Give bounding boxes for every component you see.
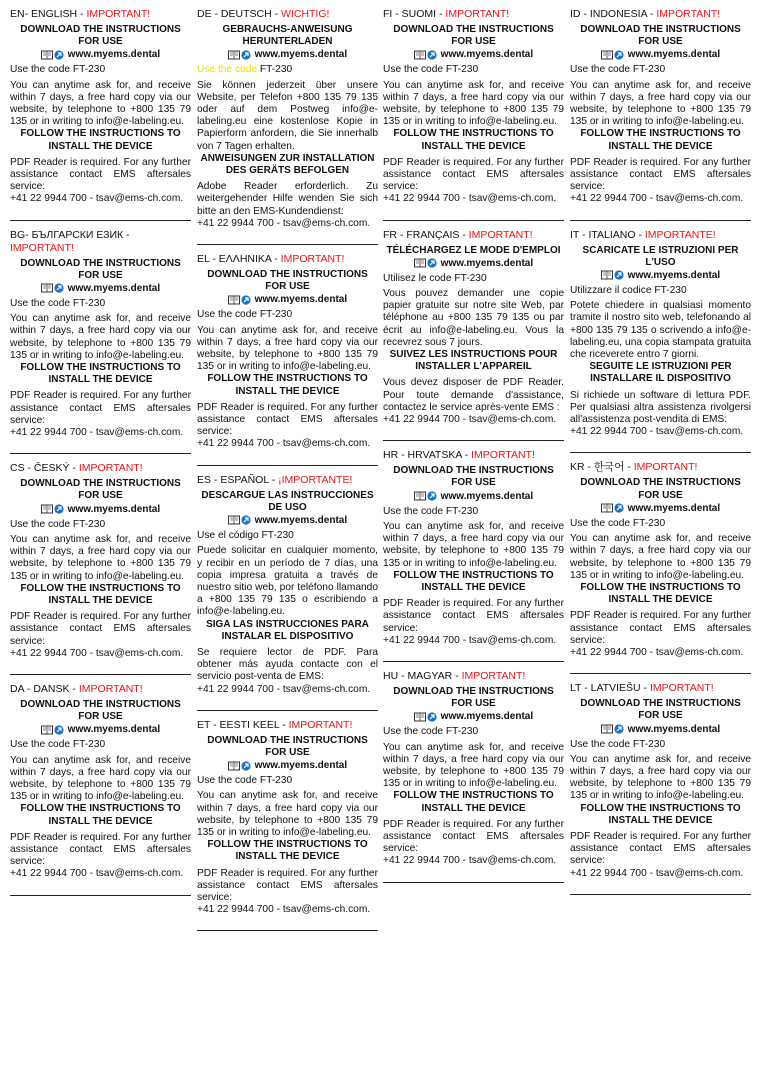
pdf-text: Si richiede un software di lettura PDF. Per qualsiasi altra assistenza rivolgersi all'assistenza post-vendita di EMS:: [570, 389, 751, 426]
body-text: Sie können jederzeit über unsere Website, per Telefon +800 135 79 135 oder auf dem Postweg info@e-labeling.eu eine kostenlose Kopie in Papierform anfordern, die Sie innerhalb von 7 Tagen erhalten.: [197, 79, 378, 152]
contact-line: +41 22 9944 700 - tsav@ems-ch.com.: [197, 217, 371, 229]
website-line[interactable]: www.myems.dental: [383, 710, 564, 723]
web-icon: [614, 503, 624, 513]
website-line[interactable]: www.myems.dental: [10, 723, 191, 736]
follow-title: SUIVEZ LES INSTRUCTIONS POUR INSTALLER L'APPAREIL: [389, 349, 558, 373]
download-title: DOWNLOAD THE INSTRUCTIONS FOR USE: [20, 257, 181, 281]
download-title: DOWNLOAD THE INSTRUCTIONS FOR USE: [393, 685, 554, 710]
code-line: Use el código FT-230: [197, 530, 294, 542]
web-icon: [241, 761, 251, 771]
web-icon: [54, 504, 64, 514]
contact-line: +41 22 9944 700 - tsav@ems-ch.com.: [383, 414, 557, 426]
section-en: [10, 8, 191, 221]
download-title: DOWNLOAD THE INSTRUCTIONS FOR USE: [580, 698, 741, 722]
section-el: [197, 253, 378, 466]
lang-header: FR - FRANÇAIS - IMPORTANT!: [383, 228, 533, 241]
download-title: DOWNLOAD THE INSTRUCTIONS FOR USE: [20, 24, 181, 48]
book-icon: [228, 515, 240, 525]
website-line[interactable]: www.myems.dental: [383, 48, 564, 61]
body-text: You can anytime ask for, and receive within 7 days, a free hard copy via our website, by telephone to +800 135 79 135 or in writing to info@e-labeling.eu.: [570, 533, 751, 581]
column-3: [383, 8, 564, 891]
body-text: You can anytime ask for, and receive within 7 days, a free hard copy via our website, by telephone to +800 135 79 135 or in writing to info@e-labeling.eu.: [383, 79, 564, 128]
website-line[interactable]: www.myems.dental: [10, 48, 191, 61]
column-2: [197, 8, 378, 939]
lang-header: CS - ČESKÝ - IMPORTANT!: [10, 462, 143, 475]
column-1: [10, 8, 191, 904]
section-kr: [570, 461, 751, 674]
pdf-text: PDF Reader is required. For any further assistance contact EMS aftersales service:: [570, 610, 751, 646]
follow-title: FOLLOW THE INSTRUCTIONS TO INSTALL THE DEVICE: [580, 581, 741, 606]
code-line: Use the code FT-230: [197, 775, 293, 787]
follow-title: FOLLOW THE INSTRUCTIONS TO INSTALL THE DEVICE: [580, 128, 741, 152]
follow-title: ANWEISUNGEN ZUR INSTALLATION DES GERÄTS BEFOLGEN: [200, 152, 375, 177]
web-icon: [241, 295, 251, 305]
section-lt: [570, 682, 751, 895]
web-icon: [54, 283, 64, 293]
book-icon: [601, 270, 613, 280]
download-title: DESCARGUE LAS INSTRUCCIONES DE USO: [201, 489, 374, 513]
web-icon: [614, 50, 624, 60]
pdf-text: PDF Reader is required. For any further assistance contact EMS aftersales service:: [383, 156, 564, 193]
follow-title: FOLLOW THE INSTRUCTIONS TO INSTALL THE DEVICE: [20, 803, 181, 827]
lang-header: KR - 한국어 - IMPORTANT!: [570, 461, 698, 474]
body-text: You can anytime ask for, and receive within 7 days, a free hard copy via our website, by telephone to +800 135 79 135 or in writing to info@e-labeling.eu.: [10, 754, 191, 803]
website-line[interactable]: www.myems.dental: [570, 48, 751, 61]
follow-title: FOLLOW THE INSTRUCTIONS TO INSTALL THE DEVICE: [20, 582, 181, 606]
contact-line: +41 22 9944 700 - tsav@ems-ch.com.: [383, 855, 557, 867]
follow-title: FOLLOW THE INSTRUCTIONS TO INSTALL THE DEVICE: [20, 362, 181, 386]
contact-line: +41 22 9944 700 - tsav@ems-ch.com.: [10, 193, 184, 205]
code-line: Use the code FT-230: [570, 738, 666, 750]
website-line[interactable]: www.myems.dental: [570, 502, 751, 515]
pdf-text: PDF Reader is required. For any further assistance contact EMS aftersales service:: [10, 831, 191, 868]
lang-header: DE - DEUTSCH - WICHTIG!: [197, 8, 330, 20]
book-icon: [414, 491, 426, 501]
website-line[interactable]: www.myems.dental: [570, 269, 751, 282]
column-4: [570, 8, 751, 903]
web-icon: [614, 724, 624, 734]
book-icon: [414, 50, 426, 60]
contact-line: +41 22 9944 700 - tsav@ems-ch.com.: [570, 426, 744, 438]
pdf-text: PDF Reader is required. For any further assistance contact EMS aftersales service:: [383, 818, 564, 855]
book-icon: [601, 503, 613, 513]
website-line[interactable]: www.myems.dental: [197, 48, 378, 61]
download-title: DOWNLOAD THE INSTRUCTIONS FOR USE: [20, 478, 181, 502]
lang-header: EN- ENGLISH - IMPORTANT!: [10, 8, 151, 20]
code-line: Use the code FT-230: [10, 739, 106, 751]
pdf-text: PDF Reader is required. For any further assistance contact EMS aftersales service:: [10, 390, 191, 426]
book-icon: [601, 50, 613, 60]
body-text: You can anytime ask for, and receive within 7 days, a free hard copy via our website, by telephone to +800 135 79 135 or in writing to info@e-labeling.eu.: [570, 79, 751, 128]
follow-title: FOLLOW THE INSTRUCTIONS TO INSTALL THE DEVICE: [20, 128, 181, 152]
contact-line: +41 22 9944 700 - tsav@ems-ch.com.: [383, 634, 557, 646]
book-icon: [41, 504, 53, 514]
download-title: DOWNLOAD THE INSTRUCTIONS FOR USE: [20, 698, 181, 723]
website-line[interactable]: www.myems.dental: [383, 257, 564, 270]
pdf-text: PDF Reader is required. For any further assistance contact EMS aftersales service:: [570, 156, 751, 193]
book-icon: [414, 258, 426, 268]
body-text: You can anytime ask for, and receive within 7 days, a free hard copy via our website, by telephone to +800 135 79 135 or in writing to info@e-labeling.eu.: [570, 753, 751, 802]
website-line[interactable]: www.myems.dental: [197, 293, 378, 306]
body-text: Puede solicitar en cualquier momento, y recibir en un período de 7 días, una copia impresa gratuita a través de nuestro sitio web, por teléfono llamando a +800 135 79 135 o escribiendo a info@e-labeling.eu.: [197, 545, 378, 618]
book-icon: [228, 761, 240, 771]
section-bg: [10, 229, 191, 455]
section-fi: [383, 8, 564, 221]
code-line: Use the code FT-230: [383, 64, 479, 76]
download-title: DOWNLOAD THE INSTRUCTIONS FOR USE: [580, 477, 741, 501]
website-line[interactable]: www.myems.dental: [570, 723, 751, 736]
lang-header: BG- БЪЛГАРСКИ ЕЗИК - IMPORTANT!: [10, 228, 130, 254]
follow-title: SIGA LAS INSTRUCCIONES PARA INSTALAR EL DISPOSITIVO: [206, 618, 369, 642]
web-icon: [427, 258, 437, 268]
book-icon: [228, 295, 240, 305]
website-line[interactable]: www.myems.dental: [197, 514, 378, 527]
pdf-text: PDF Reader is required. For any further assistance contact EMS aftersales service:: [10, 611, 191, 647]
lang-header: HU - MAGYAR - IMPORTANT!: [383, 669, 526, 682]
code-line: Use the code FT-230: [383, 726, 479, 738]
download-title: DOWNLOAD THE INSTRUCTIONS FOR USE: [207, 734, 368, 758]
body-text: You can anytime ask for, and receive within 7 days, a free hard copy via our website, by telephone to +800 135 79 135 or in writing to info@e-labeling.eu.: [10, 79, 191, 128]
contact-line: +41 22 9944 700 - tsav@ems-ch.com.: [197, 683, 371, 695]
code-line: Use the code FT-230: [570, 64, 666, 76]
code-line: Use the code FT-230: [10, 518, 106, 530]
download-title: DOWNLOAD THE INSTRUCTIONS FOR USE: [393, 465, 554, 489]
follow-title: FOLLOW THE INSTRUCTIONS TO INSTALL THE DEVICE: [393, 569, 554, 593]
section-et: [197, 719, 378, 932]
code-line: Use the code FT-230: [10, 64, 106, 76]
section-hr: [383, 449, 564, 662]
download-title: TÉLÉCHARGEZ LE MODE D'EMPLOI: [386, 244, 561, 256]
web-icon: [241, 515, 251, 525]
contact-line: +41 22 9944 700 - tsav@ems-ch.com.: [10, 647, 184, 659]
body-text: You can anytime ask for, and receive within 7 days, a free hard copy via our website, by telephone to +800 135 79 135 or in writing to info@e-labeling.eu.: [197, 324, 378, 373]
web-icon: [427, 491, 437, 501]
lang-header: ET - EESTI KEEL - IMPORTANT!: [197, 718, 353, 731]
book-icon: [41, 50, 53, 60]
lang-header: EL - ΕΛΛΗΝΙΚΑ - IMPORTANT!: [197, 253, 345, 266]
body-text: You can anytime ask for, and receive within 7 days, a free hard copy via our website, by telephone to +800 135 79 135 or in writing to info@e-labeling.eu.: [383, 520, 564, 569]
web-icon: [54, 725, 64, 735]
web-icon: [54, 50, 64, 60]
download-title: DOWNLOAD THE INSTRUCTIONS FOR USE: [580, 24, 741, 48]
website-line[interactable]: www.myems.dental: [10, 282, 191, 295]
follow-title: SEGUITE LE ISTRUZIONI PER INSTALLARE IL DISPOSITIVO: [589, 361, 732, 385]
lang-header: IT - ITALIANO - IMPORTANTE!: [570, 228, 716, 241]
section-es: [197, 474, 378, 711]
body-text: You can anytime ask for, and receive within 7 days, a free hard copy via our website, by telephone to +800 135 79 135 or in writing to info@e-labeling.eu.: [383, 741, 564, 790]
book-icon: [41, 283, 53, 293]
section-it: [570, 229, 751, 454]
contact-line: +41 22 9944 700 - tsav@ems-ch.com.: [10, 868, 184, 880]
book-icon: [41, 725, 53, 735]
pdf-text: PDF Reader is required. For any further assistance contact EMS aftersales service:: [197, 867, 378, 903]
web-icon: [614, 270, 624, 280]
body-text: Potete chiedere in qualsiasi momento tramite il nostro sito web, telefonando al +800 135 79 135 o scrivendo a info@e-labeling.eu, una copia stampata gratuita che riceverete entro 7 giorni.: [570, 300, 751, 361]
pdf-text: PDF Reader is required. For any further assistance contact EMS aftersales service:: [10, 156, 191, 193]
follow-title: FOLLOW THE INSTRUCTIONS TO INSTALL THE DEVICE: [207, 839, 368, 863]
body-text: You can anytime ask for, and receive within 7 days, a free hard copy via our website, by telephone to +800 135 79 135 or in writing to info@e-labeling.eu.: [197, 790, 378, 838]
follow-title: FOLLOW THE INSTRUCTIONS TO INSTALL THE DEVICE: [207, 373, 368, 397]
contact-line: +41 22 9944 700 - tsav@ems-ch.com.: [383, 193, 557, 205]
lang-header: LT - LATVIEŠU - IMPORTANT!: [570, 682, 714, 695]
lang-header: ID - INDONESIA - IMPORTANT!: [570, 8, 721, 20]
pdf-text: PDF Reader is required. For any further assistance contact EMS aftersales service:: [197, 401, 378, 438]
book-icon: [601, 724, 613, 734]
website-line[interactable]: www.myems.dental: [10, 503, 191, 516]
contact-line: +41 22 9944 700 - tsav@ems-ch.com.: [570, 193, 744, 205]
code-line: Utilisez le code FT-230: [383, 272, 487, 284]
pdf-text: Vous devez disposer de PDF Reader. Pour toute demande d'assistance, contactez le service après-vente EMS :: [383, 377, 564, 413]
code-line: Utilizzare il codice FT-230: [570, 285, 687, 297]
code-line: Use the code FT-230: [10, 298, 106, 310]
section-fr: [383, 229, 564, 442]
download-title: DOWNLOAD THE INSTRUCTIONS FOR USE: [207, 269, 368, 293]
download-title: SCARICATE LE ISTRUZIONI PER L'USO: [582, 244, 739, 268]
pdf-text: Se requiere lector de PDF. Para obtener más ayuda contacte con el servicio post-venta de EMS:: [197, 646, 378, 683]
download-title: GEBRAUCHS-ANWEISUNG HERUNTERLADEN: [222, 24, 353, 48]
section-da: [10, 683, 191, 896]
section-de: [197, 8, 378, 245]
book-icon: [414, 712, 426, 722]
web-icon: [427, 50, 437, 60]
body-text: You can anytime ask for, and receive within 7 days, a free hard copy via our website, by telephone to +800 135 79 135 or in writing to info@e-labeling.eu.: [10, 313, 191, 361]
contact-line: +41 22 9944 700 - tsav@ems-ch.com.: [570, 867, 744, 879]
code-line: Use the code FT-230: [197, 64, 293, 76]
pdf-text: Adobe Reader erforderlich. Zu weitergehender Hilfe wenden Sie sich bitte an den EMS-Kundendienst:: [197, 181, 378, 217]
lang-header: FI - SUOMI - IMPORTANT!: [383, 8, 510, 20]
follow-title: FOLLOW THE INSTRUCTIONS TO INSTALL THE DEVICE: [393, 128, 554, 152]
book-icon: [228, 50, 240, 60]
body-text: You can anytime ask for, and receive within 7 days, a free hard copy via our website, by telephone to +800 135 79 135 or in writing to info@e-labeling.eu.: [10, 533, 191, 582]
section-hu: [383, 670, 564, 883]
web-icon: [241, 50, 251, 60]
code-line: Use the code FT-230: [570, 517, 666, 529]
pdf-text: PDF Reader is required. For any further assistance contact EMS aftersales service:: [383, 598, 564, 634]
download-title: DOWNLOAD THE INSTRUCTIONS FOR USE: [393, 24, 554, 48]
contact-line: +41 22 9944 700 - tsav@ems-ch.com.: [570, 646, 744, 658]
follow-title: FOLLOW THE INSTRUCTIONS TO INSTALL THE DEVICE: [393, 790, 554, 814]
section-cs: [10, 462, 191, 675]
lang-header: ES - ESPAÑOL - ¡IMPORTANTE!: [197, 473, 353, 486]
web-icon: [427, 712, 437, 722]
contact-line: +41 22 9944 700 - tsav@ems-ch.com.: [197, 438, 371, 450]
section-id: [570, 8, 751, 221]
contact-line: +41 22 9944 700 - tsav@ems-ch.com.: [197, 904, 371, 916]
code-line: Use the code FT-230: [197, 309, 293, 321]
pdf-text: PDF Reader is required. For any further assistance contact EMS aftersales service:: [570, 830, 751, 867]
website-line[interactable]: www.myems.dental: [197, 759, 378, 772]
body-text: Vous pouvez demander une copie papier gratuite sur notre site Web, par téléphone au +800 135 79 135 ou par écrit au info@e-labeling.eu. Vous la recevrez sous 7 jours.: [383, 288, 564, 348]
contact-line: +41 22 9944 700 - tsav@ems-ch.com.: [10, 427, 184, 439]
follow-title: FOLLOW THE INSTRUCTIONS TO INSTALL THE DEVICE: [580, 802, 741, 826]
code-line: Use the code FT-230: [383, 505, 479, 517]
lang-header: DA - DANSK - IMPORTANT!: [10, 682, 143, 695]
website-line[interactable]: www.myems.dental: [383, 490, 564, 503]
lang-header: HR - HRVATSKA - IMPORTANT!: [383, 449, 535, 462]
